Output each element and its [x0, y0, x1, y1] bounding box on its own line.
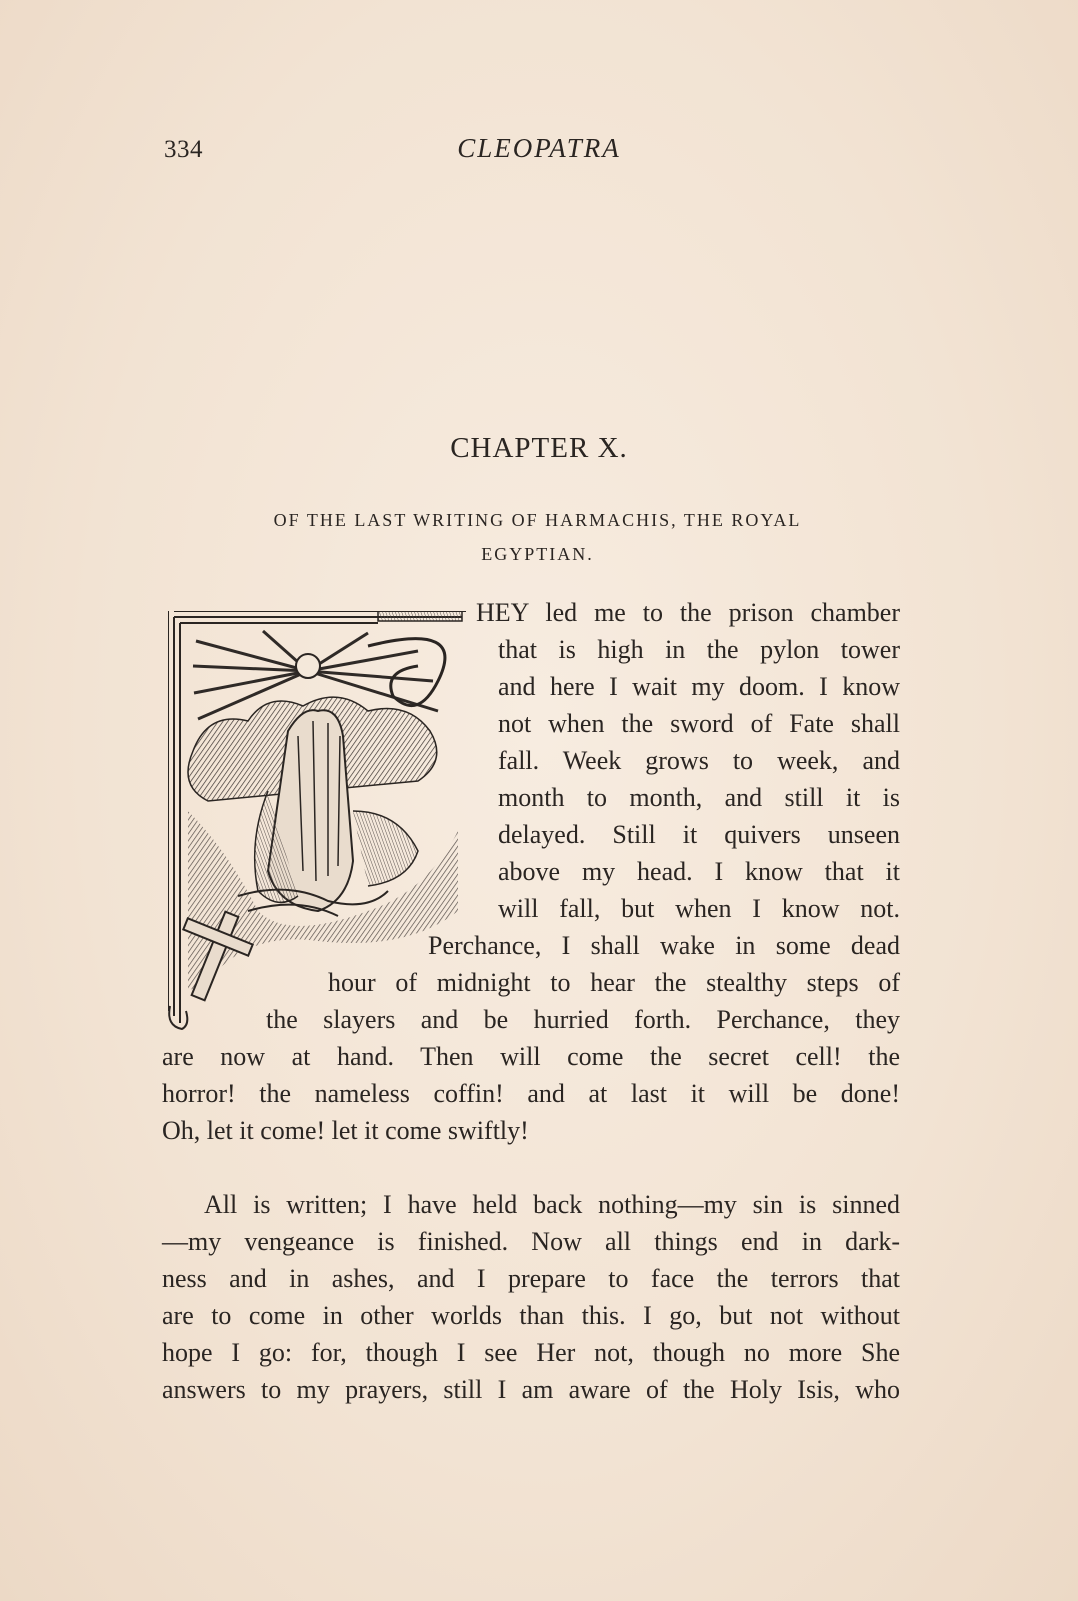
text-line: and here I wait my doom. I know [498, 672, 900, 701]
text-line: hour of midnight to hear the stealthy steps of [328, 968, 900, 997]
sun-orb [296, 654, 320, 678]
text-line: answers to my prayers, still I am aware of the Holy Isis, who [162, 1375, 900, 1404]
text-line: fall. Week grows to week, and [498, 746, 900, 775]
page-number: 334 [164, 136, 203, 163]
text-line: are to come in other worlds than this. I go, but not without [162, 1301, 900, 1330]
text-line: will fall, but when I know not. [498, 894, 900, 923]
text-line: are now at hand. Then will come the secret cell! the [162, 1042, 900, 1071]
running-title: CLEOPATRA [457, 133, 621, 163]
text-line: the slayers and be hurried forth. Perchance, they [266, 1005, 900, 1034]
text-line: hope I go: for, though I see Her not, though no more She [162, 1338, 900, 1367]
text-line: not when the sword of Fate shall [498, 709, 900, 738]
text-line: HEY led me to the prison chamber [476, 598, 900, 627]
text-line: month to month, and still it is [498, 783, 900, 812]
ribbon-swirl [368, 639, 445, 706]
text-line: ness and in ashes, and I prepare to face the terrors that [162, 1264, 900, 1293]
chapter-title: CHAPTER X. [450, 432, 628, 464]
text-line: horror! the nameless coffin! and at last it will be done! [162, 1079, 900, 1108]
text-line: All is written; I have held back nothing—my sin is sinned [204, 1190, 900, 1219]
text-line: Oh, let it come! let it come swiftly! [162, 1116, 529, 1145]
chapter-subtitle: OF THE LAST WRITING OF HARMACHIS, THE ROYAL EGYPTIAN. [273, 510, 802, 564]
text-line: above my head. I know that it [498, 857, 900, 886]
text-line: delayed. Still it quivers unseen [498, 820, 900, 849]
text-line: that is high in the pylon tower [498, 635, 900, 664]
text-line: Perchance, I shall wake in some dead [428, 931, 900, 960]
text-line: —my vengeance is finished. Now all things end in dark- [162, 1227, 900, 1256]
